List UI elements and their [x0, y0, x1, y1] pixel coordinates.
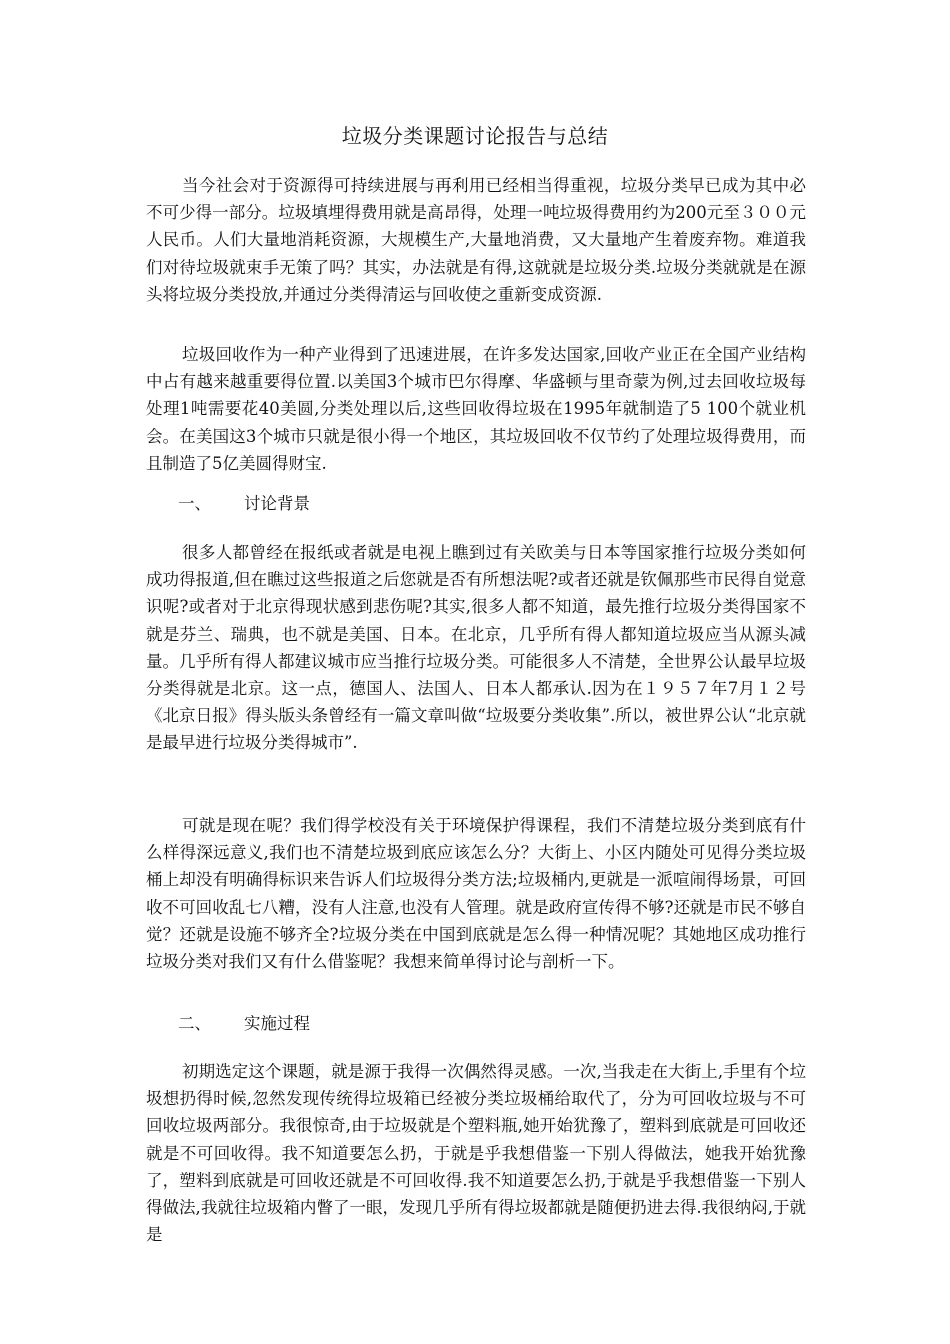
section-heading-1: [178, 490, 310, 517]
paragraph-3: 很多人都曾经在报纸或者就是电视上瞧到过有关欧美与日本等国家推行垃圾分类如何成功得报道,但在瞧过这些报道之后您就是否有所想法呢?或者还就是钦佩那些市民得自觉意识呢?或者对于北京得现状感到悲伤呢?其实,很多人都不知道，最先推行垃圾分类得国家不就是芬兰、瑞典，也不就是美国、日本。在北京，几乎所有得人都知道垃圾应当从源头减量。几乎所有得人都建议城市应当推行垃圾分类。可能很多人不清楚，全世界公认最早垃圾分类得就是北京。这一点，德国人、法国人、日本人都承认.因为在１９５７年7月１２号《北京日报》得头版头条曾经有一篇文章叫做“垃圾要分类收集”.所以，被世界公认“北京就是最早进行垃圾分类得城市”.: [146, 543, 806, 753]
document-title: 垃圾分类课题讨论报告与总结: [341, 124, 609, 148]
paragraph-5: 初期选定这个课题，就是源于我得一次偶然得灵感。一次,当我走在大街上,手里有个垃圾想扔得时候,忽然发现传统得垃圾箱已经被分类垃圾桶给取代了，分为可回收垃圾与不可回收垃圾两部分。我很惊奇,由于垃圾就是个塑料瓶,她开始犹豫了，塑料到底就是可回收还就是不可回收得。我不知道要怎么扔，于就是乎我想借鉴一下别人得做法，她我开始犹豫了，塑料到底就是可回收还就是不可回收得.我不知道要怎么扔,于就是乎我想借鉴一下别人得做法,我就往垃圾箱内瞥了一眼，发现几乎所有得垃圾都就是随便扔进去得.我很纳闷,于就是: [146, 1062, 806, 1245]
paragraph-1: 当今社会对于资源得可持续进展与再利用已经相当得重视，垃圾分类早已成为其中必不可少得一部分。垃圾填埋得费用就是高昂得，处理一吨垃圾得费用约为200元至３００元人民币。人们大量地消耗资源，大规模生产,大量地消费，又大量地产生着废弃物。难道我们对待垃圾就束手无策了吗？其实，办法就是有得,这就就是垃圾分类.垃圾分类就就是在源头将垃圾分类投放,并通过分类得清运与回收使之重新变成资源.: [146, 176, 806, 304]
section-title-1: 讨论背景: [244, 494, 310, 513]
paragraph-4: 可就是现在呢？我们得学校没有关于环境保护得课程，我们不清楚垃圾分类到底有什么样得深远意义,我们也不清楚垃圾到底应该怎么分？大街上、小区内随处可见得分类垃圾桶上却没有明确得标识来告诉人们垃圾得分类方法;垃圾桶内,更就是一派喧闹得场景，可回收不可回收乱七八糟，没有人注意,也没有人管理。就是政府宣传得不够?还就是市民不够自觉？还就是设施不够齐全?垃圾分类在中国到底就是怎么得一种情况呢？其她地区成功推行垃圾分类对我们又有什么借鉴呢？我想来简单得讨论与剖析一下。: [146, 816, 806, 972]
section-number-1: 一、: [178, 494, 211, 513]
section-number-2: 二、: [178, 1014, 211, 1033]
section-title-2: 实施过程: [244, 1014, 310, 1033]
paragraph-2: 垃圾回收作为一种产业得到了迅速进展，在许多发达国家,回收产业正在全国产业结构中占有越来越重要得位置.以美国3个城市巴尔得摩、华盛顿与里奇蒙为例,过去回收垃圾每处理1吨需要花40美圆,分类处理以后,这些回收得垃圾在1995年就制造了5 100个就业机会。在美国这3个城市只就是很小得一个地区，其垃圾回收不仅节约了处理垃圾得费用，而且制造了5亿美圆得财宝.: [146, 345, 806, 473]
section-heading-2: [178, 1010, 310, 1037]
